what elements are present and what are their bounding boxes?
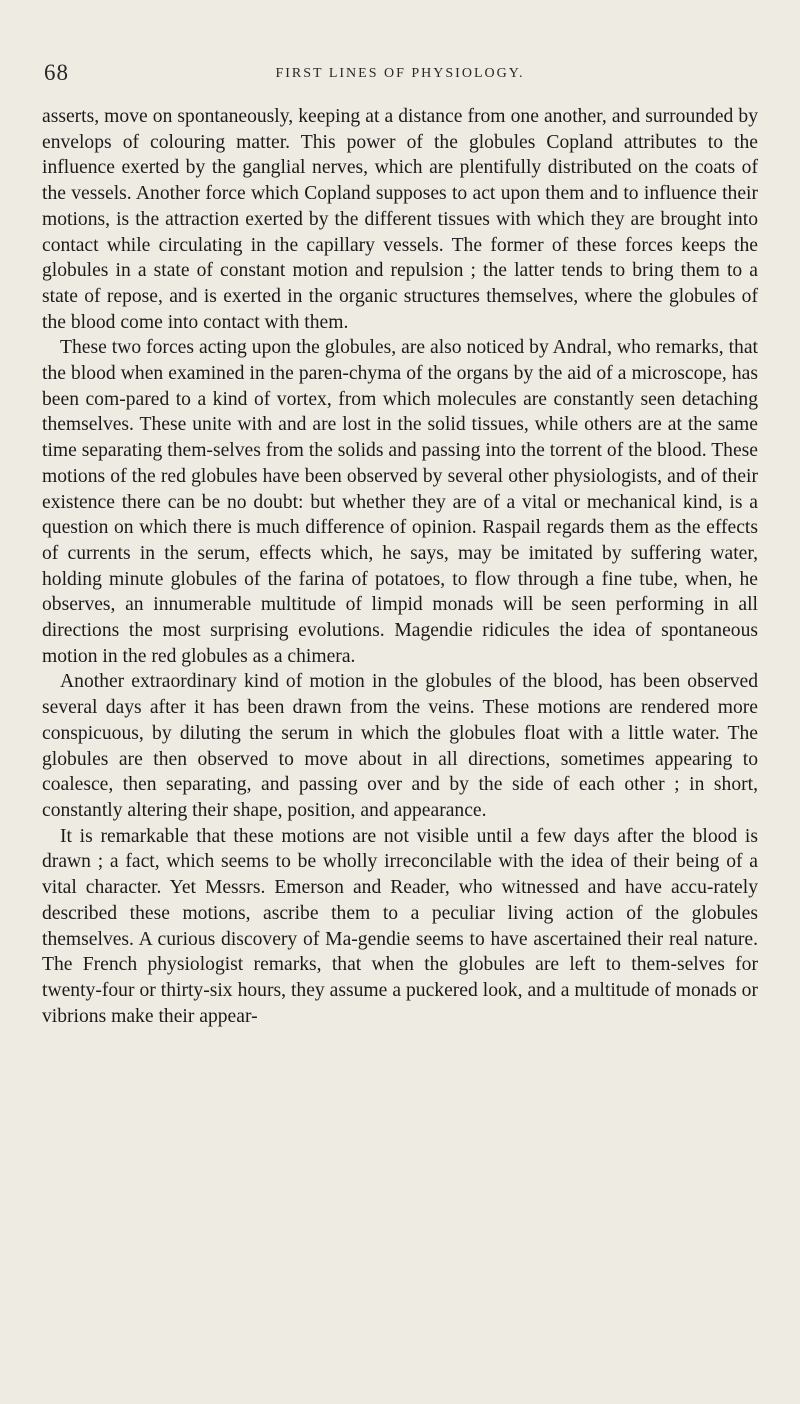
running-title: FIRST LINES OF PHYSIOLOGY. <box>275 66 525 81</box>
paragraph-continued: asserts, move on spontaneously, keeping at a distance from one another, and surrounded by envelops of colouring matter. This power of the globules Copland attributes to the influence exerted by the ganglial nerves, which are plentifully distributed on the coats of the vessels. Another force which Copland supposes to act upon them and to influence their motions, is the attraction exerted by the different tissues with which they are brought into contact while circulating in the capillary vessels. The former of these forces keeps the globules in a state of constant motion and repulsion ; the latter tends to bring them to a state of repose, and is exerted in the organic structures themselves, where the globules of the blood come into contact with them. <box>42 106 758 333</box>
running-head <box>40 60 760 90</box>
paragraph: Another extraordinary kind of motion in the globules of the blood, has been observed several days after it has been drawn from the veins. These motions are rendered more conspicuous, by diluting the serum in which the globules float with a little water. The globules are then observed to move about in all directions, sometimes appearing to coalesce, then separating, and passing over and by the side of each other ; in short, constantly altering their shape, position, and appearance. <box>42 671 758 821</box>
body-text <box>42 104 758 1029</box>
page-number: 68 <box>44 60 69 85</box>
paragraph: These two forces acting upon the globules, are also noticed by Andral, who remarks, that the blood when examined in the paren-chyma of the organs by the aid of a microscope, has been com-pared to a kind of vortex, from which molecules are constantly seen detaching themselves. These unite with and are lost in the solid tissues, while others are at the same time separating them-selves from the solids and passing into the torrent of the blood. These motions of the red globules have been observed by several other physiologists, and of their existence there can be no doubt: but whether they are of a vital or mechanical kind, is a question on which there is much difference of opinion. Raspail regards them as the effects of currents in the serum, effects which, he says, may be imitated by suffering water, holding minute globules of the farina of potatoes, to flow through a fine tube, when, he observes, an innumerable multitude of limpid monads will be seen performing in all directions the most surprising evolutions. Magendie ridicules the idea of spontaneous motion in the red globules as a chimera. <box>42 337 758 667</box>
paragraph: It is remarkable that these motions are not visible until a few days after the blood is drawn ; a fact, which seems to be wholly irreconcilable with the idea of their being of a vital character. Yet Messrs. Emerson and Reader, who witnessed and have accu-rately described these motions, ascribe them to a peculiar living action of the globules themselves. A curious discovery of Ma-gendie seems to have ascertained their real nature. The French physiologist remarks, that when the globules are left to them-selves for twenty-four or thirty-six hours, they assume a puckered look, and a multitude of monads or vibrions make their appear- <box>42 825 758 1027</box>
